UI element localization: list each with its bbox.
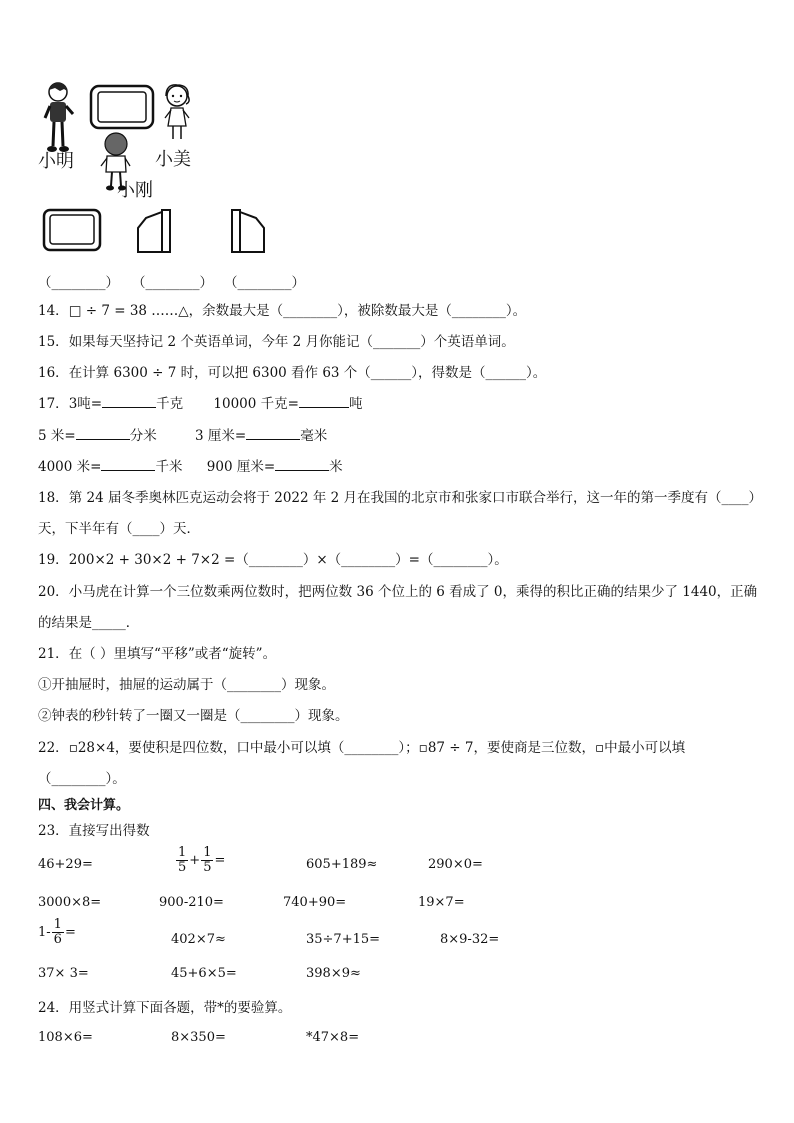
numerator: 1	[178, 845, 187, 860]
question-number: 14．	[38, 303, 69, 319]
answer-blank[interactable]	[102, 395, 156, 408]
answer-blank[interactable]	[275, 458, 329, 471]
tv-front-view	[42, 208, 102, 252]
unit-text: 千克	[156, 396, 184, 412]
equals-sign: =	[214, 853, 226, 868]
question-17-row-2	[38, 427, 327, 445]
question-21-part-a: ①开抽屉时，抽屉的运动属于（________）现象。	[38, 677, 335, 693]
question-text: 在计算 6300 ÷ 7 时，可以把 6300 看作 63 个（______），得数是（______）。	[68, 365, 547, 381]
question-22-line-1	[38, 739, 685, 757]
question-19	[38, 551, 508, 569]
calc-item: 605+189≈	[306, 857, 378, 872]
calc-fraction-subtract	[38, 918, 76, 947]
calc-item: 402×7≈	[171, 932, 226, 947]
numerator: 1	[203, 845, 212, 860]
question-21-part-b: ②钟表的秒针转了一圈又一圈是（________）现象。	[38, 708, 349, 724]
question-18-line-2: 天，下半年有（____）天．	[38, 521, 200, 537]
conversion-text: 3吨=	[68, 396, 103, 412]
boy-xiaoming-figure	[40, 80, 76, 154]
calc-item: 290×0=	[428, 857, 483, 872]
unit-text: 毫米	[300, 428, 328, 444]
question-text: 在（ ）里填写“平移”或者“旋转”。	[68, 646, 277, 662]
answer-blank[interactable]	[299, 395, 349, 408]
answer-blank[interactable]	[246, 427, 300, 440]
question-number: 15．	[38, 334, 69, 350]
question-number: 17．	[38, 396, 69, 412]
question-17-row-1	[38, 395, 362, 413]
calc-item: 740+90=	[283, 895, 347, 910]
calc-item: 3000×8=	[38, 895, 102, 910]
view-answer-blank-1[interactable]: （________）	[38, 275, 119, 291]
question-text: 如果每天坚持记 2 个英语单词，今年 2 月你能记（_______）个英语单词。	[68, 334, 515, 350]
question-text: □ ÷ 7 = 38 ……△，余数最大是（________），被除数最大是（________）。	[68, 303, 527, 319]
question-text: 第 24 届冬季奥林匹克运动会将于 2022 年 2 月在我国的北京市和张家口市联合举行，这一年的第一季度有（____）	[68, 490, 763, 506]
question-14	[38, 302, 526, 320]
vertical-calc-item: 8×350=	[171, 1030, 226, 1045]
question-23-title: 23．直接写出得数	[38, 823, 150, 839]
question-number: 22．	[38, 740, 69, 756]
section-4-title: 四、我会计算。	[38, 798, 130, 813]
denominator: 5	[178, 860, 187, 875]
girl-xiaomei-figure	[160, 82, 194, 144]
unit-text: 千米	[155, 459, 183, 475]
calc-item: 8×9-32=	[440, 932, 500, 947]
question-15	[38, 333, 515, 351]
tv-side-view-right	[228, 208, 266, 254]
conversion-text: 10000 千克=	[213, 396, 299, 412]
calc-item: 398×9≈	[306, 966, 361, 981]
label-xiaogang: 小刚	[117, 180, 153, 201]
answer-blank[interactable]	[76, 427, 130, 440]
question-number: 16．	[38, 365, 69, 381]
unit-text: 吨	[348, 396, 363, 412]
calc-item: 900-210=	[159, 895, 224, 910]
conversion-text: 3 厘米=	[195, 428, 247, 444]
unit-text: 分米	[129, 428, 157, 444]
conversion-text: 5 米=	[38, 428, 76, 444]
question-24-title: 24．用竖式计算下面各题，带*的要验算。	[38, 1000, 292, 1016]
question-text: ▫28×4，要使积是四位数，口中最小可以填（________）；▫87 ÷ 7，要使商是三位数，▫中最小可以填	[68, 740, 686, 756]
question-number: 18．	[38, 490, 69, 506]
tv-icon	[89, 84, 155, 130]
question-number: 19．	[38, 552, 69, 568]
view-answer-blank-2[interactable]: （________）	[132, 275, 213, 291]
calc-item: 46+29=	[38, 857, 93, 872]
denominator: 5	[203, 860, 212, 875]
tv-side-view-left	[136, 208, 174, 254]
question-20-line-2: 的结果是_____．	[38, 615, 140, 631]
question-17-row-3	[38, 458, 343, 476]
calc-item: 45+6×5=	[171, 966, 237, 981]
view-answer-blank-3[interactable]: （________）	[224, 275, 305, 291]
calc-item: 37× 3=	[38, 966, 89, 981]
calc-item: 19×7=	[418, 895, 465, 910]
minuend: 1-	[38, 925, 51, 940]
calc-fraction-sum	[175, 846, 225, 875]
vertical-calc-item: *47×8=	[306, 1030, 360, 1045]
calc-item: 35÷7+15=	[306, 932, 381, 947]
question-16	[38, 364, 546, 382]
label-xiaoming: 小明	[38, 151, 74, 172]
denominator: 6	[53, 932, 62, 947]
question-text: 200×2 + 30×2 + 7×2 =（________）×（________）=（________）。	[68, 552, 508, 568]
question-text: 小马虎在计算一个三位数乘两位数时，把两位数 36 个位上的 6 看成了 0，乘得的积比正确的结果少了 1440，正确	[68, 584, 758, 600]
conversion-text: 900 厘米=	[206, 459, 276, 475]
answer-blank[interactable]	[101, 458, 155, 471]
question-20-line-1	[38, 583, 757, 601]
equals-sign: =	[64, 925, 76, 940]
question-number: 20．	[38, 584, 69, 600]
numerator: 1	[53, 917, 62, 932]
unit-text: 米	[329, 459, 343, 475]
label-xiaomei: 小美	[155, 149, 191, 170]
operator: +	[189, 853, 201, 868]
question-18-line-1	[38, 489, 762, 507]
question-22-line-2: （________）。	[38, 771, 126, 787]
vertical-calc-item: 108×6=	[38, 1030, 93, 1045]
conversion-text: 4000 米=	[38, 459, 102, 475]
question-21	[38, 645, 276, 663]
question-number: 21．	[38, 646, 69, 662]
